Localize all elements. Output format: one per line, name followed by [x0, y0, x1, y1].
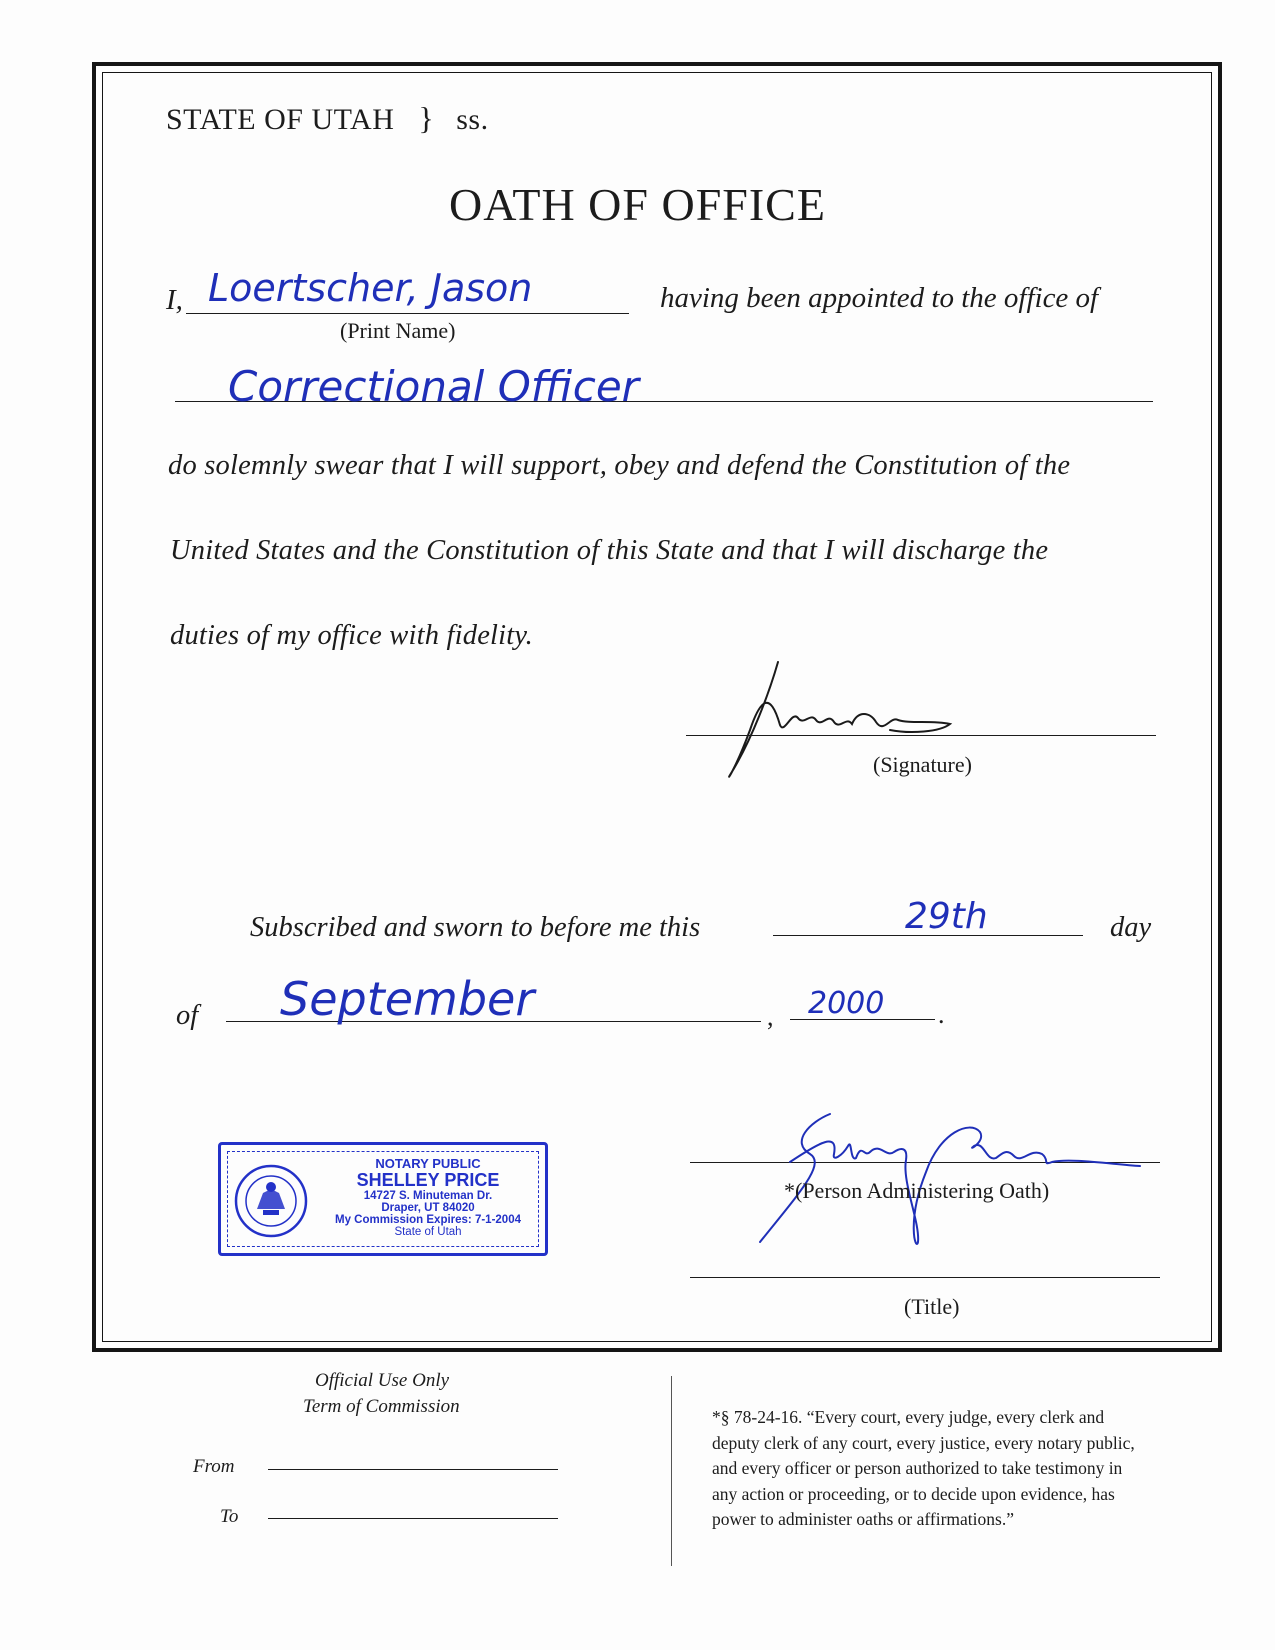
office-handwritten: Correctional Officer	[228, 362, 639, 411]
footer-divider	[671, 1376, 672, 1566]
name-caption: (Print Name)	[340, 318, 456, 343]
state-seal-icon	[233, 1163, 309, 1239]
appointed-text: having been appointed to the office of	[660, 282, 1099, 314]
footnote-line-3: and every officer or person authorized to take testimony in	[712, 1458, 1123, 1478]
stamp-line-4: Draper, UT 84020	[381, 1201, 475, 1214]
footnote-line-5: power to administer oaths or affirmations.”	[712, 1509, 1014, 1529]
year-handwritten: 2000	[808, 986, 885, 1021]
from-label: From	[193, 1456, 235, 1477]
sworn-text: Subscribed and sworn to before me this	[250, 912, 701, 943]
title-line	[690, 1277, 1160, 1278]
stamp-line-2: SHELLEY PRICE	[356, 1169, 500, 1190]
notary-stamp	[218, 1142, 548, 1256]
brace: }	[418, 100, 435, 136]
page-title: OATH OF OFFICE	[449, 179, 826, 230]
oath-line-1: do solemnly swear that I will support, obey and defend the Constitution of the	[168, 450, 1071, 481]
of-label: of	[176, 1000, 199, 1031]
stamp-line-1: NOTARY PUBLIC	[375, 1156, 481, 1171]
stamp-text	[317, 1157, 539, 1238]
oath-line-2: United States and the Constitution of this State and that I will discharge the	[170, 535, 1049, 566]
footnote-line-1: *§ 78-24-16. “Every court, every judge, every clerk and	[712, 1407, 1105, 1427]
i-prefix: I,	[166, 284, 183, 316]
oath-line-3: duties of my office with fidelity.	[170, 620, 533, 651]
day-label: day	[1110, 912, 1152, 943]
to-label: To	[220, 1506, 239, 1527]
footnote-line-4: any action or proceeding, or to decide upon evidence, has	[712, 1483, 1115, 1504]
footnote	[712, 1405, 1135, 1533]
administrator-caption: *(Person Administering Oath)	[784, 1178, 1050, 1203]
footnote-line-2: deputy clerk of any court, every justice, every notary public,	[712, 1432, 1135, 1453]
stamp-line-5: My Commission Expires: 7-1-2004	[335, 1213, 521, 1226]
period: .	[938, 1000, 945, 1029]
title-caption: (Title)	[904, 1294, 960, 1319]
signature-caption: (Signature)	[873, 752, 972, 777]
comma: ,	[767, 1002, 774, 1031]
term-heading: Term of Commission	[303, 1396, 460, 1417]
state-name: STATE OF UTAH	[166, 103, 395, 136]
to-line	[268, 1518, 558, 1519]
name-line	[186, 313, 629, 314]
state-heading	[166, 100, 489, 137]
day-handwritten: 29th	[905, 896, 988, 937]
official-use-heading: Official Use Only	[315, 1370, 450, 1391]
from-line	[268, 1469, 558, 1470]
stamp-line-3: 14727 S. Minuteman Dr.	[363, 1189, 493, 1202]
stamp-line-6: State of Utah	[394, 1225, 462, 1238]
administrator-signature-image	[730, 1102, 1150, 1252]
month-handwritten: September	[280, 972, 535, 1026]
name-handwritten: Loertscher, Jason	[208, 266, 533, 310]
ss-label: ss.	[456, 103, 489, 136]
